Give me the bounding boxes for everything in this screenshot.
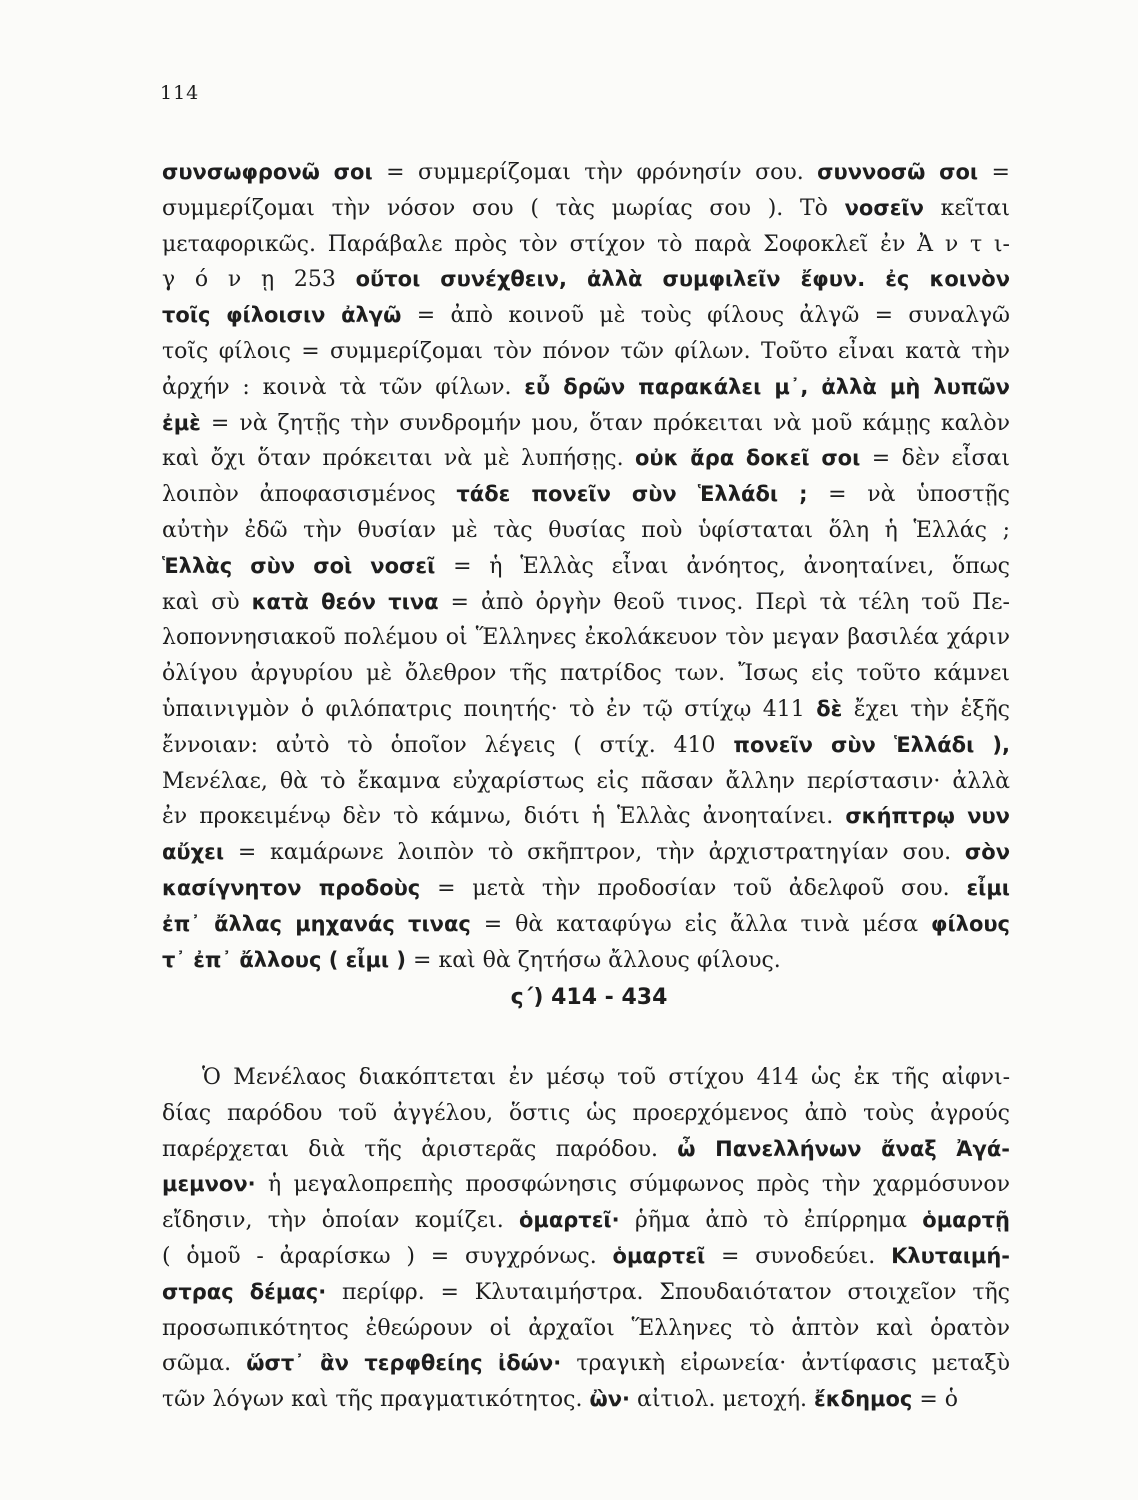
gloss-text: ὀλίγου ἀργυρίου μὲ ὄλεθρον τῆς πατρίδος των. Ἴσως εἰς τοῦτο κάμνει [162, 661, 1010, 687]
text-line [162, 871, 1010, 907]
text-line [162, 513, 1010, 549]
lemma-term: τοῖς φίλοισιν ἀλγῶ [162, 303, 402, 328]
gloss-text: ἡ μεγαλοπρεπὴς προσφώνησις σύμφωνος πρὸς τὴν χαρμόσυνον [255, 1172, 1010, 1198]
text-line [162, 620, 1010, 656]
text-line [162, 585, 1010, 621]
gloss-text: Ὁ Μενέλαος διακόπτεται ἐν μέσῳ τοῦ στίχου 414 ὡς ἐκ τῆς αἰφνι- [202, 1065, 1010, 1090]
gloss-text: τοῖς φίλοις = συμμερίζομαι τὸν πόνον τῶν φίλων. Τοῦτο εἶναι κατὰ τὴν [162, 338, 1010, 364]
lemma-term: στρας δέμας· [162, 1279, 327, 1304]
lemma-term: ὥστ᾽ ἂν τερφθείης ἰδών· [246, 1351, 562, 1376]
gloss-text: δίας παρόδου τοῦ ἀγγέλου, ὅστις ὡς προερχόμενος ἀπὸ τοὺς ἀγρούς [162, 1100, 1010, 1126]
lemma-term: μεμνον· [162, 1172, 256, 1197]
gloss-text: καὶ σὺ [162, 589, 252, 615]
text-line [162, 692, 1010, 728]
lemma-term: συνσωφρονῶ σοι [162, 160, 373, 184]
gloss-text: προσωπικότητος ἐθεώρουν οἱ ἀρχαῖοι Ἕλληνες τὸ ἁπτὸν καὶ ὁρατὸν [162, 1315, 1010, 1341]
text-line [162, 764, 1010, 800]
lemma-term: ἔκδημος [814, 1387, 913, 1412]
gloss-text: = συμμερίζομαι τὴν φρόνησίν σου. [372, 160, 818, 185]
text-line [162, 298, 1010, 334]
gloss-text: λοιπὸν ἀποφασισμένος [162, 482, 457, 508]
text-line [162, 441, 1010, 477]
lemma-term: κασίγνητον προδοὺς [162, 875, 421, 900]
gloss-text: = ὁ [912, 1387, 959, 1413]
gloss-text: τῶν λόγων καὶ τῆς πραγματικότητος. [162, 1387, 590, 1413]
lemma-term: φίλους [931, 911, 1011, 936]
gloss-text: σῶμα. [162, 1351, 247, 1377]
lemma-term: δὲ [816, 696, 843, 721]
text-line [162, 656, 1010, 692]
page-number: 114 [160, 82, 200, 104]
gloss-text: μεταφορικῶς. Παράβαλε πρὸς τὸν στίχον τὸ παρὰ Σοφοκλεῖ ἐν Ἀ ν τ ι- [162, 231, 1010, 257]
lemma-term: πονεῖν σὺν Ἑλλάδι ), [733, 732, 1010, 757]
gloss-text: = καὶ θὰ ζητήσω ἄλλους φίλους. [406, 947, 781, 973]
lemma-term: ὢν· [589, 1387, 630, 1412]
text-line [162, 1060, 1010, 1096]
text-line [162, 1239, 1010, 1275]
lemma-term: Ἑλλὰς σὺν σοὶ νοσεῖ [162, 553, 436, 578]
text-line [162, 943, 1010, 979]
lemma-term: εὖ δρῶν παρακάλει μ᾽, ἀλλὰ μὴ λυπῶν [524, 374, 1010, 399]
commentary-block-1 [162, 155, 1010, 978]
gloss-text: αὐτὴν ἐδῶ τὴν θυσίαν μὲ τὰς θυσίας ποὺ ὑφίσταται ὅλη ἡ Ἑλλάς ; [162, 517, 1010, 543]
lemma-term: ὁμαρτῇ [922, 1208, 1010, 1233]
gloss-text: = συνοδεύει. [705, 1243, 892, 1269]
gloss-text: ἐν προκειμένῳ δὲν τὸ κάμνω, διότι ἡ Ἑλλὰς ἀνοηταίνει. [162, 804, 846, 830]
lemma-term: αὔχει [162, 840, 225, 865]
gloss-text: = ἀπὸ ὀργὴν θεοῦ τινος. Περὶ τὰ τέλη τοῦ Πε- [438, 589, 1010, 615]
text-line [162, 549, 1010, 585]
text-line [162, 262, 1010, 298]
lemma-term: ὁμαρτεῖ [612, 1243, 706, 1268]
gloss-text: = ἀπὸ κοινοῦ μὲ τοὺς φίλους ἀλγῶ = συναλγῶ [401, 303, 1010, 329]
lemma-term: οὐκ ἄρα δοκεῖ σοι [635, 446, 861, 471]
text-line [162, 799, 1010, 835]
text-line [162, 227, 1010, 263]
gloss-text: ῥῆμα ἀπὸ τὸ ἐπίρρημα [619, 1208, 923, 1234]
gloss-text: = νὰ ὑποστῇς [807, 482, 1010, 508]
lemma-term: συννοσῶ σοι [817, 160, 979, 184]
lemma-term: εἶμι [966, 875, 1010, 900]
gloss-text: ὑπαινιγμὸν ὁ φιλόπατρις ποιητής· τὸ ἐν τῷ στίχῳ 411 [162, 696, 817, 722]
lemma-term: ἐπ᾽ ἄλλας μηχανάς τινας [162, 911, 471, 936]
gloss-text: ( ὁμοῦ - ἀραρίσκω ) = συγχρόνως. [162, 1243, 613, 1269]
text-line [162, 1132, 1010, 1168]
text-line [162, 370, 1010, 406]
gloss-text: ἔχει τὴν ἑξῆς [842, 696, 1011, 722]
lemma-term: κατὰ θεόν τινα [251, 589, 439, 614]
text-line [162, 406, 1010, 442]
gloss-text: τραγικὴ εἰρωνεία· ἀντίφασις μεταξὺ [561, 1351, 1010, 1377]
text-line [162, 477, 1010, 513]
lemma-term: τ᾽ ἐπ᾽ ἄλλους ( εἶμι ) [162, 947, 407, 972]
text-line [162, 1167, 1010, 1203]
text-line [162, 1311, 1010, 1347]
gloss-text: περίφρ. = Κλυταιμήστρα. Σπουδαιότατον στοιχεῖον τῆς [326, 1279, 1010, 1305]
text-line [162, 1096, 1010, 1132]
gloss-text: αἰτιολ. μετοχή. [629, 1387, 815, 1413]
gloss-text: = νὰ ζητῇς τὴν συνδρομήν μου, ὅταν πρόκειται νὰ μοῦ κάμῃς καλὸν [200, 410, 1010, 436]
gloss-text: = δὲν εἶσαι [860, 446, 1010, 472]
gloss-text: εἴδησιν, τὴν ὁποίαν κομίζει. [162, 1208, 519, 1234]
lemma-term: νοσεῖν [844, 195, 924, 220]
text-line [162, 155, 1010, 191]
gloss-text: γ ό ν ῃ 253 [162, 267, 356, 293]
text-line [162, 1346, 1010, 1382]
lemma-term: σὸν [964, 840, 1010, 865]
gloss-text: ἔννοιαν: αὐτὸ τὸ ὁποῖον λέγεις ( στίχ. 410 [162, 732, 734, 758]
gloss-text: = μετὰ τὴν προδοσίαν τοῦ ἀδελφοῦ σου. [420, 875, 967, 901]
section-heading: ς΄) 414 - 434 [510, 985, 668, 1010]
gloss-text: ἀρχήν : κοινὰ τὰ τῶν φίλων. [162, 374, 525, 400]
lemma-term: ὁμαρτεῖ· [518, 1208, 620, 1233]
lemma-term: ὦ Πανελλήνων ἄναξ Ἀγά- [677, 1136, 1011, 1161]
text-line [162, 728, 1010, 764]
gloss-text: = ἡ Ἑλλὰς εἶναι ἀνόητος, ἀνοηταίνει, ὅπως [435, 553, 1010, 579]
lemma-term: οὔτοι συνέχθειν, ἀλλὰ συμφιλεῖν ἔφυν. ἐς κοινὸν [355, 267, 1011, 292]
gloss-text: Μενέλαε, θὰ τὸ ἔκαμνα εὐχαρίστως εἰς πᾶσαν ἄλλην περίστασιν· ἀλλὰ [162, 768, 1010, 794]
text-line [162, 191, 1010, 227]
lemma-term: τάδε πονεῖν σὺν Ἑλλάδι ; [456, 482, 808, 507]
gloss-text: καὶ ὄχι ὅταν πρόκειται νὰ μὲ λυπήσῃς. [162, 446, 635, 472]
gloss-text: παρέρχεται διὰ τῆς ἀριστερᾶς παρόδου. [162, 1136, 678, 1162]
text-line [162, 907, 1010, 943]
gloss-text: = [978, 160, 1010, 185]
gloss-text: λοποννησιακοῦ πολέμου οἱ Ἕλληνες ἐκολάκευον τὸν μεγαν βασιλέα χάριν [162, 625, 1010, 651]
lemma-term: ἐμὲ [162, 410, 201, 435]
text-line [162, 1275, 1010, 1311]
gloss-text: συμμερίζομαι τὴν νόσον σου ( τὰς μωρίας σου ). Τὸ [162, 195, 845, 221]
gloss-text: = θὰ καταφύγω εἰς ἄλλα τινὰ μέσα [470, 911, 932, 937]
gloss-text: = καμάρωνε λοιπὸν τὸ σκῆπτρον, τὴν ἀρχιστρατηγίαν σου. [224, 840, 965, 866]
gloss-text: κεῖται [923, 195, 1011, 221]
text-line [162, 1203, 1010, 1239]
commentary-block-2 [162, 1060, 1010, 1418]
text-line [162, 835, 1010, 871]
lemma-term: σκήπτρῳ νυν [845, 804, 1010, 829]
lemma-term: Κλυταιμή- [891, 1243, 1010, 1268]
text-line [162, 1382, 1010, 1418]
text-line [162, 334, 1010, 370]
